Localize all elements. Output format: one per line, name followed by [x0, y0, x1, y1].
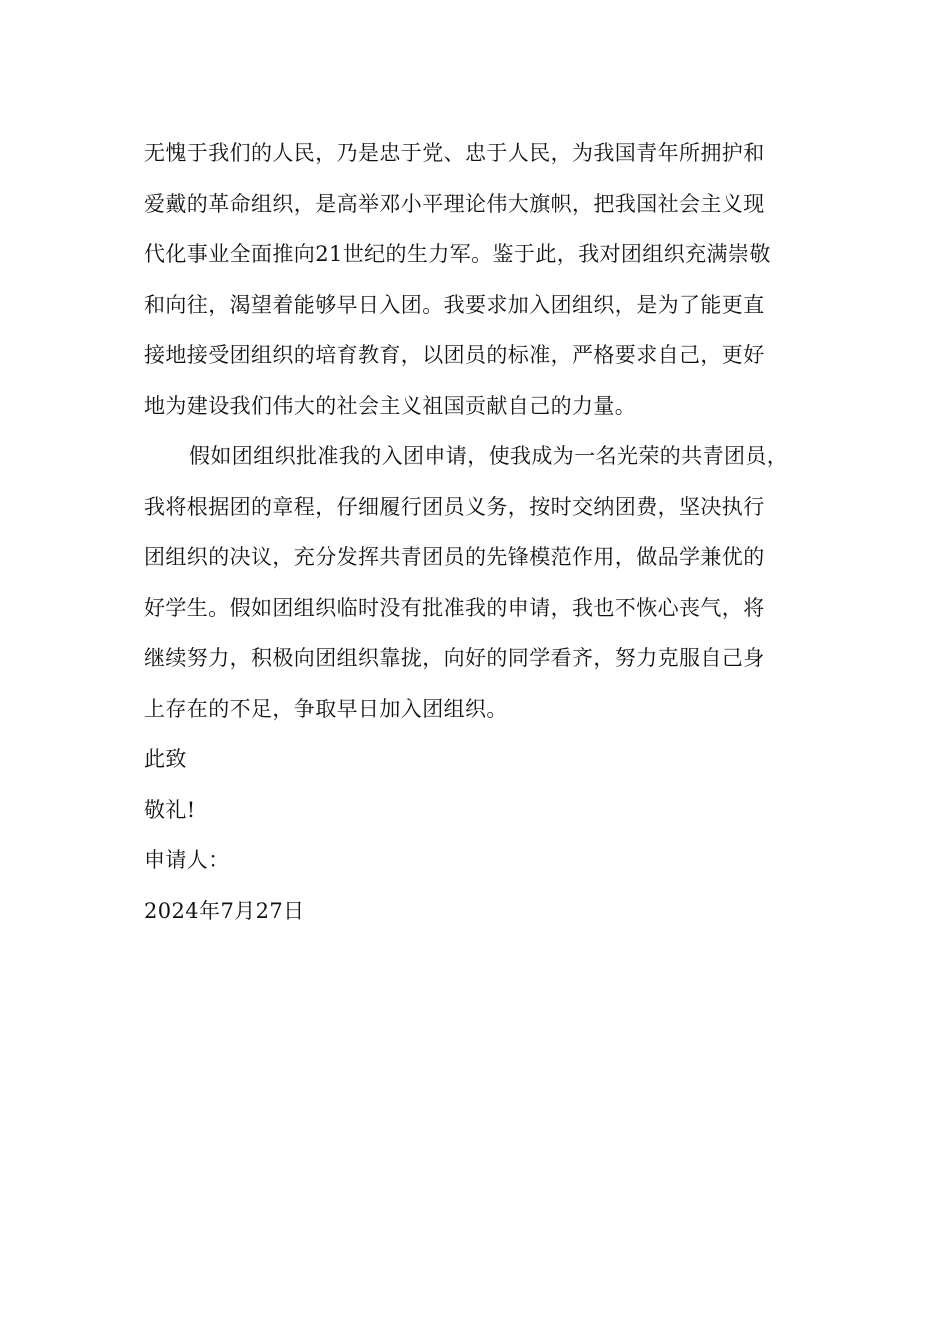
letter-date: 2024年7月27日	[144, 898, 305, 923]
text-line: 团组织的决议，充分发挥共青团员的先锋模范作用，做品学兼优的	[144, 545, 765, 569]
text-line: 地为建设我们伟大的社会主义祖国贡献自己的力量。	[144, 393, 637, 418]
text-line: 和向往，渴望着能够早日入团。我要求加入团组织，是为了能更直	[144, 292, 765, 317]
text-line: 无愧于我们的人民，乃是忠于党、忠于人民，为我国青年所拥护和	[144, 141, 765, 165]
text-line: 爱戴的革命组织，是高举邓小平理论伟大旗帜，把我国社会主义现	[144, 191, 765, 216]
paragraph-2	[144, 431, 812, 734]
applicant-label: 申请人：	[144, 848, 230, 872]
text-line: 接地接受团组织的培育教育，以团员的标准，严格要求自己，更好	[144, 343, 765, 367]
text-line: 代化事业全面推向21世纪的生力军。鉴于此，我对团组织充满崇敬	[144, 242, 771, 266]
closing-salutation: 此致	[144, 747, 187, 771]
text-line: 上存在的不足，争取早日加入团组织。	[144, 696, 508, 721]
text-line: 假如团组织批准我的入团申请，使我成为一名光荣的共青团员，	[189, 444, 789, 468]
letter-body	[144, 128, 812, 936]
closing-regards: 敬礼!	[144, 797, 196, 822]
text-line: 继续努力，积极向团组织靠拢，向好的同学看齐，努力克服自己身	[144, 646, 765, 670]
text-line: 好学生。假如团组织临时没有批准我的申请，我也不恢心丧气，将	[144, 595, 765, 620]
text-line: 我将根据团的章程，仔细履行团员义务，按时交纳团费，坚决执行	[144, 494, 765, 519]
paragraph-1	[144, 128, 812, 431]
